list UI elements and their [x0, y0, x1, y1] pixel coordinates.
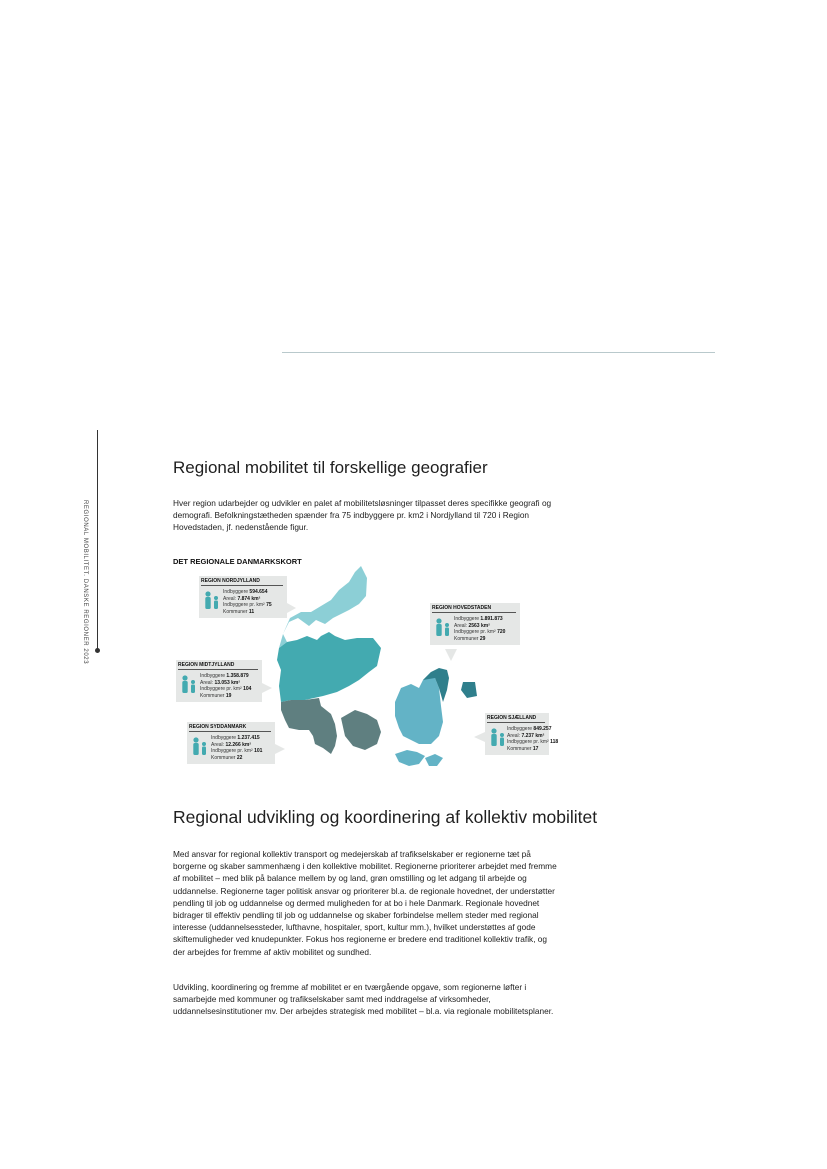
region-card-hovedstaden: [430, 603, 520, 645]
municipalities-label: Kommuner: [211, 754, 236, 761]
density-value: 101: [254, 748, 263, 755]
population-value: 1.358.879: [226, 673, 249, 680]
bornholm-shape: [461, 682, 477, 698]
region-name: REGION MIDTJYLLAND: [178, 662, 258, 670]
population-value: 594.654: [249, 589, 268, 596]
side-rule: [97, 430, 98, 650]
card-pointer: [275, 744, 285, 754]
section-title-koordinering: Regional udvikling og koordinering af kollektiv mobilitet: [173, 807, 598, 827]
body-paragraph-1: Med ansvar for regional kollektiv transport og medejerskab af trafikselskaber er regionerne tæt på borgerne og skaber sammenhæng i den kollektive mobilitet. Regionerne prioriterer arbejdet med fremme af mobilitet – med blik på balance mellem by og land, grøn omstilling og let adgang til arbejde og uddannelse. Regionerne tager politisk ansvar og prioriterer bl.a. de regionale hovednet, der understøtter pendling til job og uddannelse og dermed muligheden for at bo i hele Danmark. Regionale hovednet bidrager til effektiv pendling til job og uddannelse og skaber forbindelse mellem steder med regional interesse (uddannelsessteder, lufthavne, hospitaler, sport, kultur mm.), hvilket understøttes af gode skiftemuligheder ved knudepunkter. Fokus hos regionerne er bredere end traditionel kollektiv trafik, og der arbejdes for fremme af aktiv mobilitet og sundhed.: [173, 849, 557, 957]
intro-paragraph: Hver region udarbejder og udvikler en palet af mobilitetsløsninger tilpasset deres specifikke geografi og demografi. Befolkningstætheden spænder fra 75 indbyggere pr. km2 i Nordjylland til 720 i Region Hovedstaden, jf. nedenstående figur.: [173, 498, 552, 533]
running-header: REGIONAL MOBILITET. DANSKE REGIONER 2023: [82, 500, 88, 665]
map-title: DET REGIONALE DANMARKSKORT: [173, 557, 302, 566]
people-icon: [488, 727, 508, 747]
people-icon: [202, 590, 222, 610]
density-label: Indbyggere pr. km²: [223, 602, 265, 609]
area-value: 12.266 km²: [225, 741, 252, 748]
municipalities-value: 19: [225, 692, 232, 699]
density-value: 720: [497, 629, 506, 636]
people-icon: [190, 736, 210, 756]
density-label: Indbyggere pr. km²: [200, 686, 242, 693]
density-value: 118: [550, 739, 559, 746]
municipalities-label: Kommuner: [200, 692, 225, 699]
region-card-midtjylland: [176, 660, 262, 702]
population-value: 849.257: [533, 726, 552, 733]
population-label: Indbyggere: [507, 726, 533, 733]
region-card-sjaelland: [485, 713, 559, 755]
municipalities-value: 22: [236, 754, 243, 761]
population-value: 1.891.873: [480, 616, 503, 623]
card-pointer: [474, 732, 485, 742]
municipalities-label: Kommuner: [223, 608, 248, 615]
region-syddanmark-shape: [281, 698, 381, 754]
card-pointer: [262, 683, 272, 693]
area-value: 7.874 km²: [237, 595, 261, 602]
section-title-geografier: Regional mobilitet til forskellige geografier: [173, 458, 488, 477]
area-label: Areal:: [200, 679, 214, 686]
area-label: Areal:: [454, 622, 468, 629]
people-icon: [433, 617, 453, 637]
area-label: Areal:: [223, 595, 237, 602]
population-label: Indbyggere: [223, 589, 249, 596]
region-name: REGION HOVEDSTADEN: [432, 605, 516, 613]
municipalities-label: Kommuner: [507, 745, 532, 752]
density-value: 104: [243, 686, 252, 693]
region-name: REGION SJÆLLAND: [487, 715, 545, 723]
area-label: Areal:: [211, 741, 225, 748]
municipalities-value: 11: [248, 608, 255, 615]
card-pointer: [287, 603, 296, 613]
body-paragraph-2: Udvikling, koordinering og fremme af mobilitet er en tværgående opgave, som regionerne løfter i samarbejde med kommuner og trafikselskaber samt med inddragelse af virksomheder, uddannelsesinstitutioner mv. Der arbejdes strategisk med mobilitet – bl.a. via regionale mobilitetsplaner.: [173, 982, 554, 1017]
density-value: 75: [266, 602, 272, 609]
area-value: 2563 km²: [468, 622, 490, 629]
population-label: Indbyggere: [200, 673, 226, 680]
population-label: Indbyggere: [211, 735, 237, 742]
region-card-syddanmark: [187, 722, 275, 764]
density-label: Indbyggere pr. km²: [211, 748, 253, 755]
region-name: REGION NORDJYLLAND: [201, 578, 283, 586]
area-value: 7.237 km²: [521, 732, 545, 739]
density-label: Indbyggere pr. km²: [454, 629, 496, 636]
people-icon: [179, 674, 199, 694]
area-value: 13.053 km²: [214, 679, 241, 686]
municipalities-value: 29: [479, 635, 486, 642]
region-name: REGION SYDDANMARK: [189, 724, 271, 732]
municipalities-value: 17: [532, 745, 539, 752]
region-card-nordjylland: [199, 576, 287, 618]
region-midtjylland-shape: [277, 632, 381, 702]
card-pointer: [445, 649, 457, 661]
side-rule-dot: [95, 648, 100, 653]
top-divider: [282, 352, 715, 353]
area-label: Areal:: [507, 732, 521, 739]
density-label: Indbyggere pr. km²: [507, 739, 549, 746]
municipalities-label: Kommuner: [454, 635, 479, 642]
region-sjaelland-shape: [395, 672, 443, 766]
population-value: 1.237.415: [237, 735, 260, 742]
population-label: Indbyggere: [454, 616, 480, 623]
